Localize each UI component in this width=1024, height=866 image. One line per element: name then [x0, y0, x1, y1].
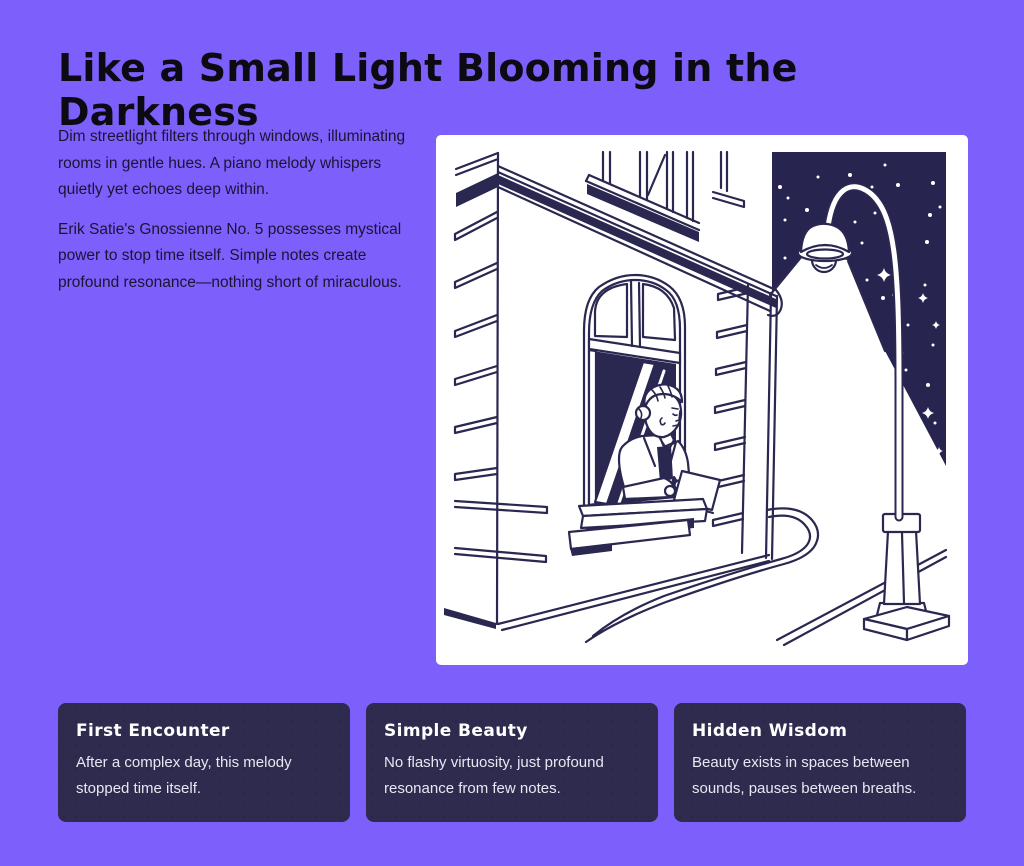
card-hidden-wisdom — [674, 703, 966, 822]
window-sill — [569, 499, 707, 556]
card-simple-beauty — [366, 703, 658, 822]
card-text: Beauty exists in spaces between sounds, pauses between breaths. — [692, 754, 917, 797]
card-first-encounter — [58, 703, 350, 822]
night-sky — [772, 152, 946, 466]
illustration-panel — [436, 135, 968, 665]
card-text: No flashy virtuosity, just profound resonance from few notes. — [384, 754, 604, 797]
card-title: Simple Beauty — [384, 721, 528, 741]
intro-text — [58, 124, 414, 309]
intro-paragraph-2: Erik Satie's Gnossienne No. 5 possesses mystical power to stop time itself. Simple notes create profound resonance—nothing short of miraculous. — [58, 220, 402, 291]
highlight-cards — [58, 703, 966, 822]
card-text: After a complex day, this melody stopped time itself. — [76, 754, 292, 797]
intro-paragraph-1: Dim streetlight filters through windows, illuminating rooms in gentle hues. A piano melody whispers quietly yet echoes deep within. — [58, 128, 406, 198]
night-window-illustration — [436, 135, 968, 665]
page-title: Like a Small Light Blooming in the Darkness — [58, 46, 798, 134]
card-title: Hidden Wisdom — [692, 721, 848, 741]
lamp-base — [864, 603, 949, 640]
card-title: First Encounter — [76, 721, 230, 741]
